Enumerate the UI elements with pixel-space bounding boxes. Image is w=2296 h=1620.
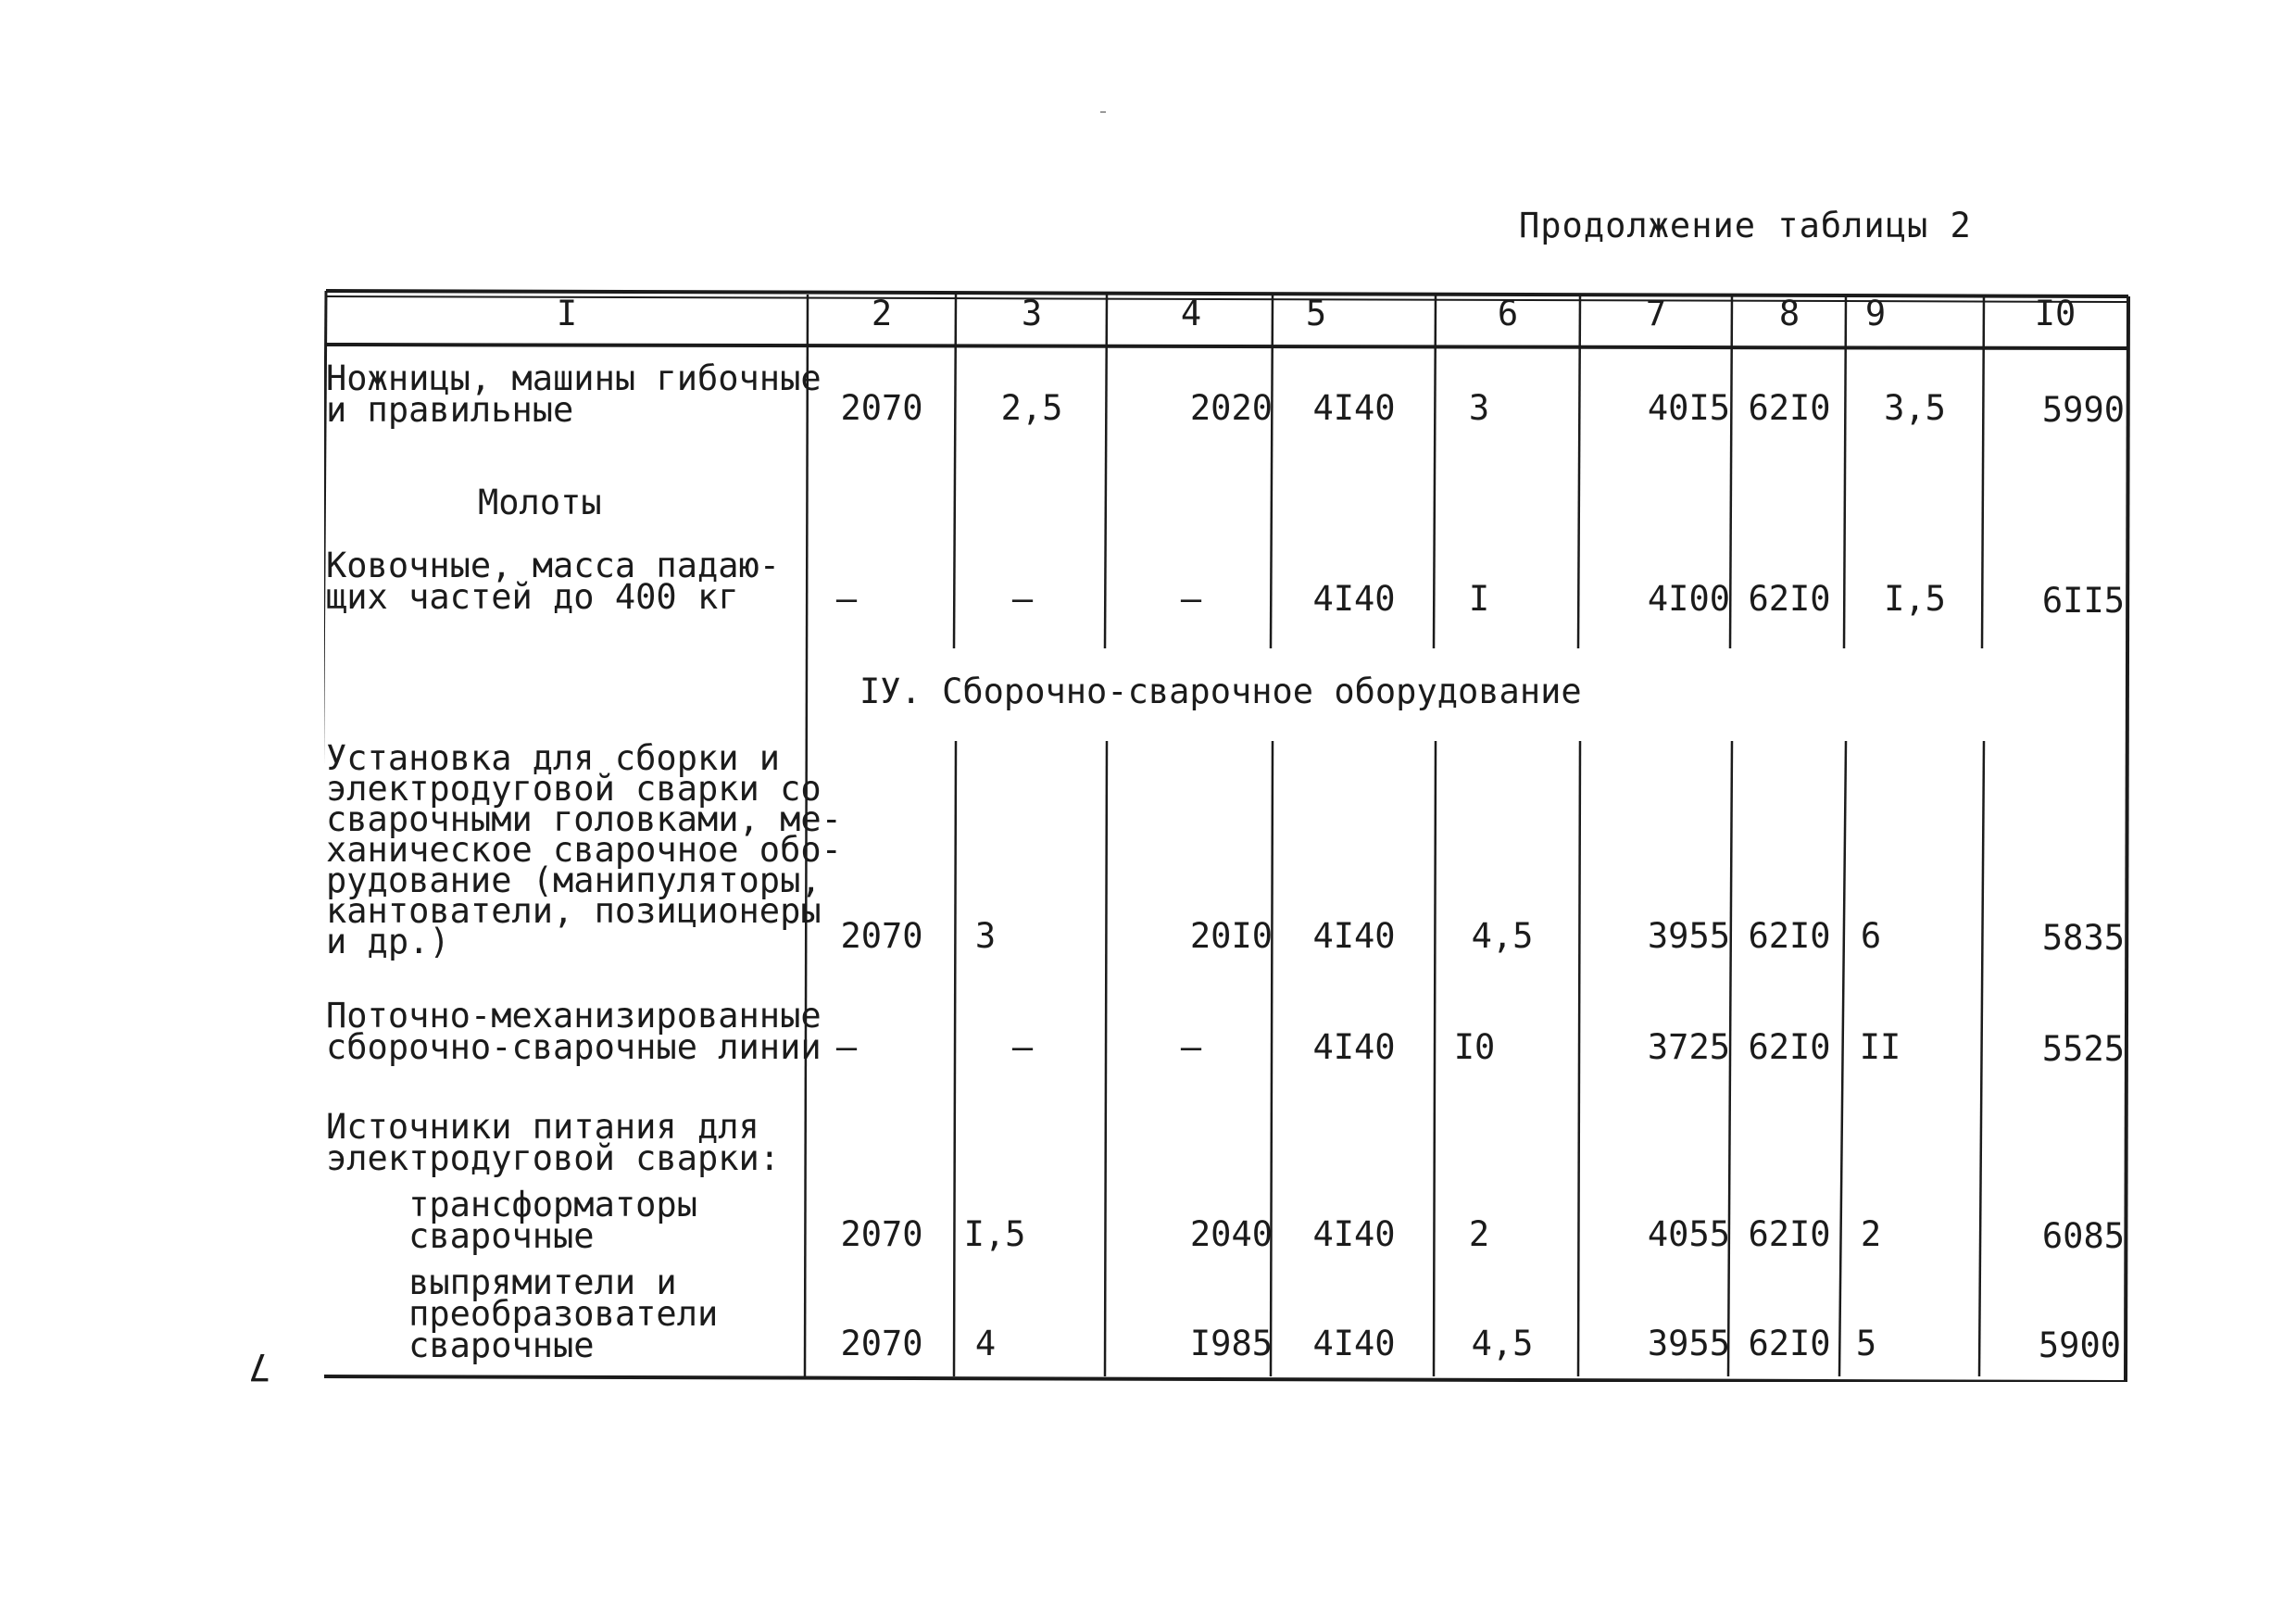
table-cell: 6II5 xyxy=(2041,581,2125,621)
table-cell: 4I40 xyxy=(1312,1027,1396,1067)
table-cell: 3725 xyxy=(1647,1027,1730,1067)
col-header-5: 5 xyxy=(1305,294,1327,333)
row-name-mechanized-lines: Поточно-механизированные сборочно-сварочные линии xyxy=(326,996,822,1067)
table-cell: 4I40 xyxy=(1312,579,1396,619)
table-cell: 2070 xyxy=(840,388,923,428)
table-cell: 62I0 xyxy=(1748,1324,1831,1363)
table-cell: 5 xyxy=(1855,1324,1877,1363)
table-cell: 3 xyxy=(1468,388,1490,428)
row-name-assembly-unit: Установка для сборки и электродуговой сварки со сварочными головками, ме- ханическое сварочное обо- рудование (манипуляторы, кантователи, позиционеры и др.) xyxy=(326,738,842,961)
row-name-rectifiers: выпрямители и преобразователи сварочные xyxy=(408,1262,719,1365)
col-header-2: 2 xyxy=(871,294,893,333)
table-cell: 4I40 xyxy=(1312,916,1396,956)
table-cell: 4I00 xyxy=(1647,579,1730,619)
table-cell: I0 xyxy=(1453,1027,1496,1067)
table-cell: 4055 xyxy=(1647,1214,1730,1254)
table-cell: 3,5 xyxy=(1884,388,1946,428)
table-cell: – xyxy=(1011,579,1034,619)
table-cell: 62I0 xyxy=(1748,916,1831,956)
col-header-6: 6 xyxy=(1497,294,1519,333)
table-cell: 5990 xyxy=(2041,390,2125,430)
table-cell: 40I5 xyxy=(1647,388,1730,428)
table-cell: 2 xyxy=(1468,1214,1490,1254)
section-title: IУ. Сборочно-сварочное оборудование xyxy=(859,672,1582,711)
table-cell: 2020 xyxy=(1189,388,1273,428)
table-cell: 6 xyxy=(1860,916,1882,956)
table-cell: 5835 xyxy=(2041,918,2125,958)
table-cell: 62I0 xyxy=(1748,579,1831,619)
group-label-hammers: Молоты xyxy=(478,483,602,522)
table-cell: 5525 xyxy=(2041,1029,2125,1069)
table-cell: 6085 xyxy=(2041,1216,2125,1256)
table-cell: 2070 xyxy=(840,1324,923,1363)
table-cell: 5900 xyxy=(2038,1325,2121,1365)
table-cell: 4,5 xyxy=(1471,916,1534,956)
table-cell: – xyxy=(1011,1027,1034,1067)
table-cell: – xyxy=(1180,579,1202,619)
table-cell: 3955 xyxy=(1647,916,1730,956)
table-cell: 2070 xyxy=(840,1214,923,1254)
data-table xyxy=(324,289,2130,1382)
table-cell: 4I40 xyxy=(1312,388,1396,428)
table-cell: I,5 xyxy=(1884,579,1946,619)
table-cell: – xyxy=(835,1027,858,1067)
page-number: 7 xyxy=(248,1345,271,1388)
table-cell: 2040 xyxy=(1189,1214,1273,1254)
col-header-9: 9 xyxy=(1864,294,1887,333)
row-name-power-sources: Источники питания для электродуговой сварки: xyxy=(326,1107,781,1178)
row-name-forging: Ковочные, масса падаю- щих частей до 400 кг xyxy=(326,546,781,617)
table-cell: – xyxy=(1180,1027,1202,1067)
table-cell: 62I0 xyxy=(1748,1027,1831,1067)
row-name-shears: Ножницы, машины гибочные и правильные xyxy=(326,358,822,430)
table-caption: Продолжение таблицы 2 xyxy=(1519,206,1972,245)
table-cell: 4I40 xyxy=(1312,1214,1396,1254)
table-cell: 62I0 xyxy=(1748,1214,1831,1254)
col-header-10: I0 xyxy=(2034,294,2076,333)
row-name-transformers: трансформаторы сварочные xyxy=(408,1185,697,1256)
table-cell: 62I0 xyxy=(1748,388,1831,428)
scan-speck xyxy=(1100,111,1106,113)
table-cell: I xyxy=(1468,579,1490,619)
col-header-7: 7 xyxy=(1645,294,1667,333)
table-cell: 2 xyxy=(1860,1214,1882,1254)
table-cell: 4I40 xyxy=(1312,1324,1396,1363)
table-cell: 2070 xyxy=(840,916,923,956)
table-cell: 4 xyxy=(974,1324,997,1363)
col-header-1: I xyxy=(556,294,578,333)
table-cell: 20I0 xyxy=(1189,916,1273,956)
table-cell: 3955 xyxy=(1647,1324,1730,1363)
table-cell: 4,5 xyxy=(1471,1324,1534,1363)
col-header-4: 4 xyxy=(1180,294,1202,333)
table-cell: – xyxy=(835,579,858,619)
table-cell: 2,5 xyxy=(1000,388,1063,428)
table-cell: I,5 xyxy=(963,1214,1026,1254)
table-cell: 3 xyxy=(974,916,997,956)
col-header-8: 8 xyxy=(1778,294,1800,333)
table-cell: I985 xyxy=(1189,1324,1273,1363)
table-cell: II xyxy=(1859,1027,1901,1067)
col-header-3: 3 xyxy=(1021,294,1043,333)
